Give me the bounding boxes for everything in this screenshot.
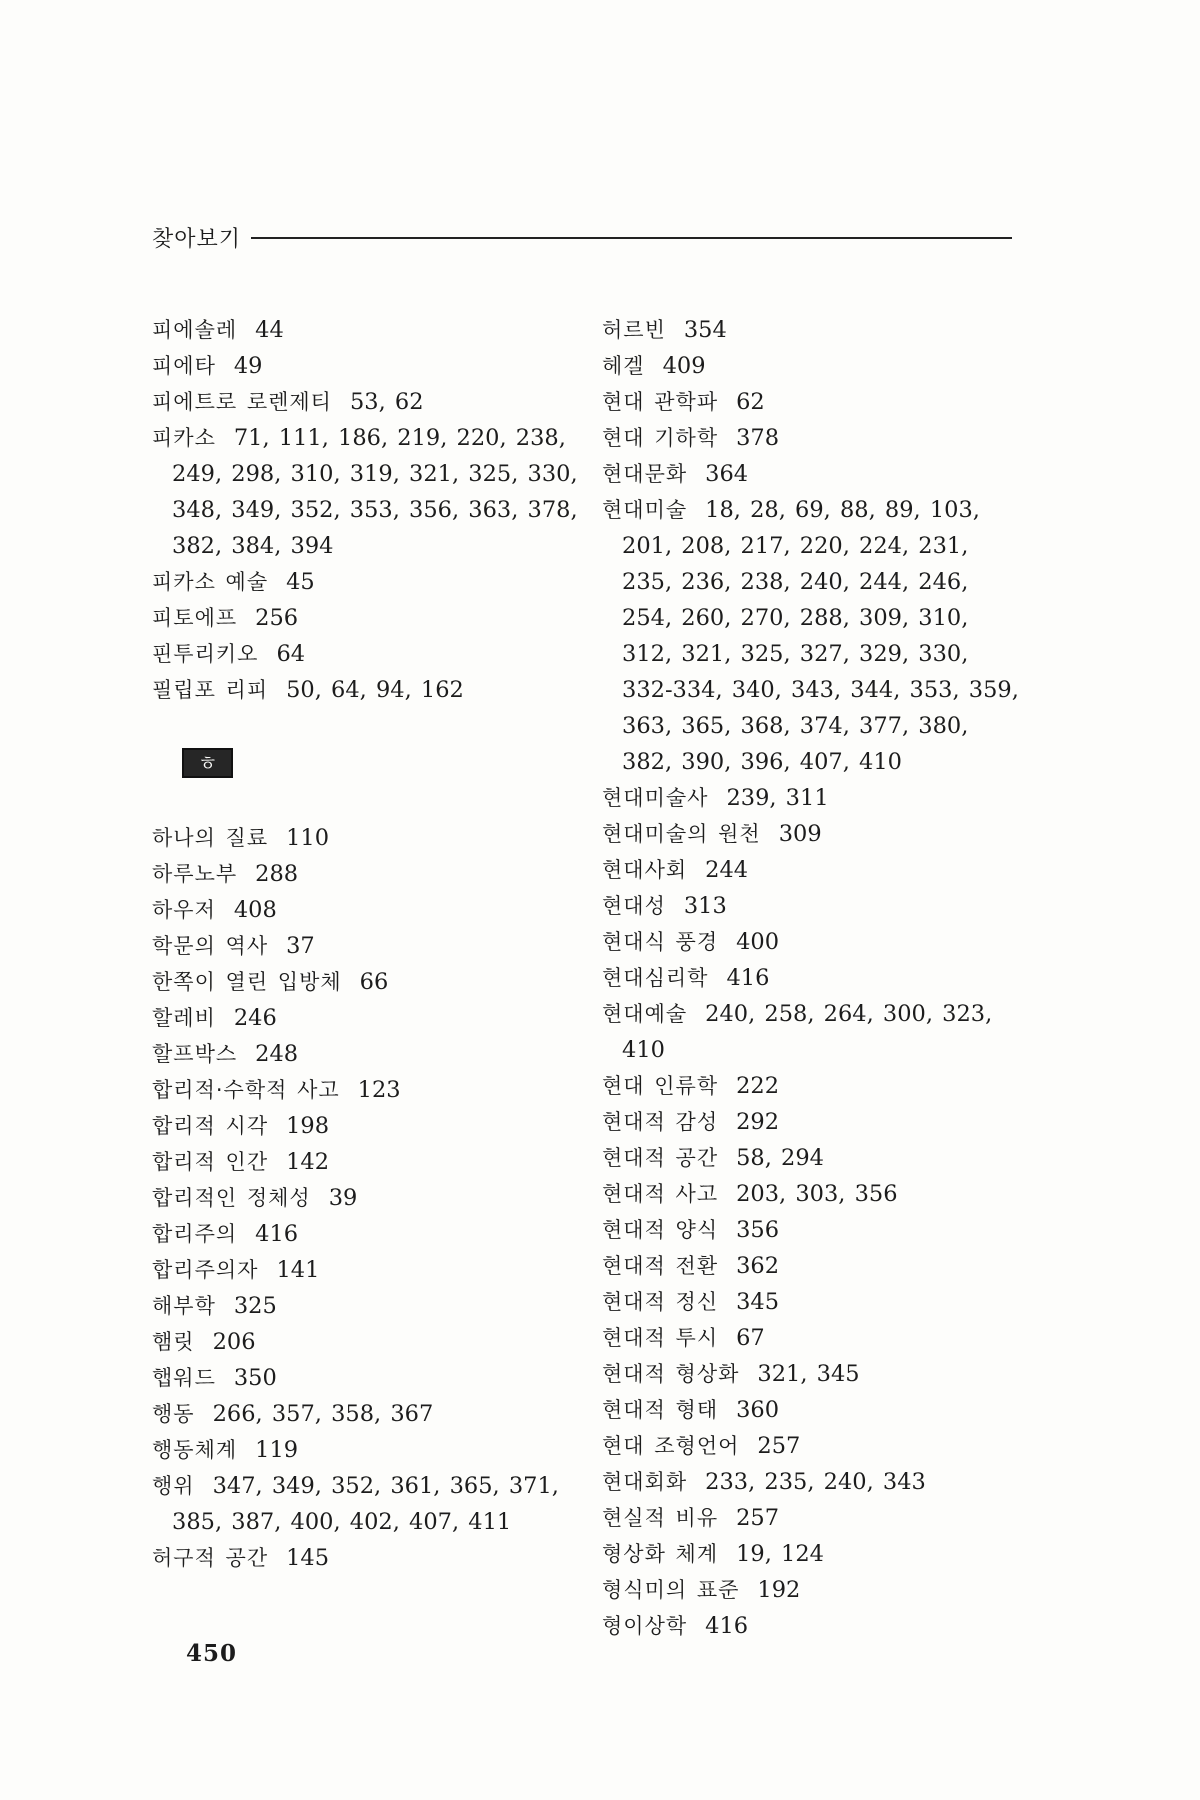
index-pages: 400 — [736, 929, 780, 955]
index-term: 햄릿 — [152, 1330, 195, 1354]
index-entry — [602, 888, 1022, 924]
index-pages: 292 — [736, 1109, 780, 1135]
running-header — [152, 222, 1012, 253]
index-pages: 409 — [662, 353, 706, 379]
index-entry — [602, 1176, 1022, 1212]
index-term: 형식미의 표준 — [602, 1578, 740, 1602]
index-pages: 110 — [286, 825, 330, 851]
index-term: 현대미술의 원천 — [602, 822, 761, 846]
index-entry — [152, 964, 582, 1000]
index-pages: 58, 294 — [736, 1145, 824, 1171]
index-pages: 246 — [233, 1005, 277, 1031]
index-entry — [602, 1320, 1022, 1356]
index-term: 현대적 투시 — [602, 1326, 719, 1350]
index-entry — [152, 1324, 582, 1360]
index-term: 하나의 질료 — [152, 826, 269, 850]
index-term: 허르빈 — [602, 318, 666, 342]
index-term: 피카소 예술 — [152, 570, 269, 594]
index-pages: 45 — [286, 569, 315, 595]
index-term: 합리주의 — [152, 1222, 238, 1246]
index-column-right — [602, 312, 1022, 1644]
index-entry — [602, 1572, 1022, 1608]
index-term: 현실적 비유 — [602, 1506, 719, 1530]
index-term: 현대적 형상화 — [602, 1362, 740, 1386]
index-pages: 350 — [233, 1365, 277, 1391]
index-entry — [602, 1284, 1022, 1320]
index-group-right — [602, 312, 1022, 1644]
index-term: 현대문화 — [602, 462, 688, 486]
index-entry — [152, 1432, 582, 1468]
index-pages: 257 — [736, 1505, 780, 1531]
index-entry — [152, 312, 582, 348]
index-entry — [152, 1396, 582, 1432]
index-pages: 313 — [683, 893, 727, 919]
page-number: 450 — [186, 1640, 238, 1667]
index-entry — [602, 852, 1022, 888]
index-entry — [152, 1252, 582, 1288]
index-entry — [602, 420, 1022, 456]
section-spacer — [152, 708, 582, 744]
index-pages: 408 — [233, 897, 277, 923]
index-entry — [602, 1356, 1022, 1392]
index-entry — [152, 1288, 582, 1324]
index-entry — [152, 384, 582, 420]
index-term: 할프박스 — [152, 1042, 238, 1066]
index-entry — [152, 348, 582, 384]
index-entry — [602, 1212, 1022, 1248]
index-pages: 64 — [276, 641, 306, 667]
index-term: 현대미술 — [602, 498, 688, 522]
index-entry — [602, 384, 1022, 420]
index-group-hieut — [152, 820, 582, 1576]
index-term: 현대적 형태 — [602, 1398, 719, 1422]
index-term: 피카소 — [152, 426, 216, 450]
index-pages: 49 — [233, 353, 263, 379]
index-term: 현대 조형언어 — [602, 1434, 740, 1458]
section-heading — [152, 744, 582, 784]
index-pages: 325 — [233, 1293, 277, 1319]
index-pages: 244 — [705, 857, 749, 883]
index-entry — [152, 856, 582, 892]
index-term: 할레비 — [152, 1006, 216, 1030]
index-pages: 18, 28, 69, 88, 89, 103, 201, 208, 217, 220, 224, 231, 235, 236, 238, 240, 244, 246, 254, 260, 270, 288, 309, 310, 312, 321, 325, 327, 329, 330, 332-334, 340, 343, 344, 353, 359, 363, 365, 368, 374, 377, 380, 382, 390, 396, 407, 410 — [622, 497, 1019, 775]
index-term: 헤겔 — [602, 354, 645, 378]
index-entry — [602, 816, 1022, 852]
index-entry — [152, 892, 582, 928]
index-term: 현대미술사 — [602, 786, 709, 810]
index-entry — [152, 1144, 582, 1180]
index-pages: 66 — [359, 969, 389, 995]
index-entry — [152, 1000, 582, 1036]
index-pages: 145 — [286, 1545, 330, 1571]
index-pages: 123 — [357, 1077, 401, 1103]
index-pages: 378 — [736, 425, 780, 451]
index-pages: 248 — [255, 1041, 299, 1067]
index-entry — [602, 348, 1022, 384]
index-term: 현대 기하학 — [602, 426, 719, 450]
index-term: 형이상학 — [602, 1614, 688, 1638]
index-entry — [602, 492, 1022, 780]
index-pages: 256 — [255, 605, 299, 631]
index-entry — [152, 1108, 582, 1144]
index-entry — [152, 1540, 582, 1576]
index-entry — [152, 564, 582, 600]
index-term: 해부학 — [152, 1294, 216, 1318]
index-entry — [602, 780, 1022, 816]
index-entry — [602, 1464, 1022, 1500]
index-pages: 50, 64, 94, 162 — [286, 677, 464, 703]
index-entry — [152, 1036, 582, 1072]
index-group-pi — [152, 312, 582, 708]
index-pages: 198 — [286, 1113, 330, 1139]
index-term: 현대적 정신 — [602, 1290, 719, 1314]
index-term: 현대적 감성 — [602, 1110, 719, 1134]
index-term: 하우저 — [152, 898, 216, 922]
index-entry — [602, 312, 1022, 348]
index-pages: 364 — [705, 461, 749, 487]
index-pages: 37 — [286, 933, 315, 959]
index-pages: 222 — [736, 1073, 780, 1099]
index-entry — [152, 1360, 582, 1396]
index-pages: 62 — [736, 389, 765, 415]
index-term: 현대사회 — [602, 858, 688, 882]
index-entry — [602, 1392, 1022, 1428]
index-term: 행동 — [152, 1402, 195, 1426]
index-pages: 239, 311 — [726, 785, 829, 811]
index-term: 현대적 사고 — [602, 1182, 719, 1206]
index-pages: 39 — [328, 1185, 358, 1211]
index-pages: 362 — [736, 1253, 780, 1279]
index-pages: 71, 111, 186, 219, 220, 238, 249, 298, 310, 319, 321, 325, 330, 348, 349, 352, 353, 356, 363, 378, 382, 384, 394 — [172, 425, 578, 559]
index-pages: 347, 349, 352, 361, 365, 371, 385, 387, 400, 402, 407, 411 — [172, 1473, 559, 1535]
index-term: 현대회화 — [602, 1470, 688, 1494]
index-term: 현대 관학파 — [602, 390, 719, 414]
index-term: 합리적인 정체성 — [152, 1186, 311, 1210]
index-pages: 119 — [255, 1437, 299, 1463]
index-entry — [152, 672, 582, 708]
index-entry — [152, 420, 582, 564]
index-entry — [602, 1248, 1022, 1284]
index-entry — [152, 1216, 582, 1252]
index-entry — [602, 1104, 1022, 1140]
index-pages: 309 — [778, 821, 822, 847]
index-term: 피에솔레 — [152, 318, 238, 342]
index-entry — [152, 820, 582, 856]
index-term: 피에타 — [152, 354, 216, 378]
index-term: 합리주의자 — [152, 1258, 259, 1282]
index-entry — [602, 996, 1022, 1068]
index-term: 합리적 인간 — [152, 1150, 269, 1174]
index-entry — [602, 1608, 1022, 1644]
index-pages: 356 — [736, 1217, 780, 1243]
index-pages: 288 — [255, 861, 299, 887]
section-letter-box: ㅎ — [182, 748, 233, 778]
index-term: 학문의 역사 — [152, 934, 269, 958]
index-term: 필립포 리피 — [152, 678, 269, 702]
section-spacer — [152, 784, 582, 820]
index-term: 피에트로 로렌제티 — [152, 390, 332, 414]
index-term: 햅워드 — [152, 1366, 216, 1390]
index-term: 현대적 공간 — [602, 1146, 719, 1170]
index-pages: 345 — [736, 1289, 780, 1315]
index-term: 현대적 전환 — [602, 1254, 719, 1278]
index-pages: 321, 345 — [757, 1361, 860, 1387]
index-entry — [152, 1180, 582, 1216]
index-term: 형상화 체계 — [602, 1542, 719, 1566]
index-entry — [152, 636, 582, 672]
index-pages: 203, 303, 356 — [736, 1181, 898, 1207]
index-pages: 53, 62 — [349, 389, 424, 415]
index-pages: 142 — [286, 1149, 330, 1175]
index-entry — [602, 924, 1022, 960]
index-entry — [602, 960, 1022, 996]
index-entry — [602, 1428, 1022, 1464]
index-term: 허구적 공간 — [152, 1546, 269, 1570]
index-term: 핀투리키오 — [152, 642, 259, 666]
header-rule — [251, 237, 1012, 239]
index-entry — [602, 1068, 1022, 1104]
index-pages: 416 — [705, 1613, 749, 1639]
index-entry — [152, 1468, 582, 1540]
index-entry — [602, 1140, 1022, 1176]
index-term: 행동체계 — [152, 1438, 238, 1462]
index-entry — [152, 1072, 582, 1108]
index-term: 현대적 양식 — [602, 1218, 719, 1242]
index-term: 행위 — [152, 1474, 195, 1498]
index-term: 하루노부 — [152, 862, 238, 886]
index-entry — [602, 1536, 1022, 1572]
index-pages: 354 — [683, 317, 727, 343]
index-pages: 44 — [255, 317, 284, 343]
index-entry — [602, 456, 1022, 492]
index-term: 한쪽이 열린 입방체 — [152, 970, 342, 994]
index-term: 현대예술 — [602, 1002, 688, 1026]
index-term: 현대성 — [602, 894, 666, 918]
index-pages: 257 — [757, 1433, 801, 1459]
index-pages: 416 — [255, 1221, 299, 1247]
index-pages: 266, 357, 358, 367 — [212, 1401, 434, 1427]
index-pages: 233, 235, 240, 343 — [705, 1469, 926, 1495]
index-pages: 206 — [212, 1329, 256, 1355]
index-term: 합리적 시각 — [152, 1114, 269, 1138]
index-pages: 240, 258, 264, 300, 323, 410 — [622, 1001, 993, 1063]
index-column-left — [152, 312, 582, 1576]
index-term: 피토에프 — [152, 606, 238, 630]
index-pages: 19, 124 — [736, 1541, 824, 1567]
index-pages: 67 — [736, 1325, 765, 1351]
index-entry — [152, 600, 582, 636]
index-pages: 360 — [736, 1397, 780, 1423]
index-pages: 416 — [726, 965, 770, 991]
index-term: 현대심리학 — [602, 966, 709, 990]
header-title: 찾아보기 — [152, 227, 242, 252]
index-term: 현대 인류학 — [602, 1074, 719, 1098]
index-entry — [152, 928, 582, 964]
index-term: 합리적·수학적 사고 — [152, 1078, 340, 1102]
index-entry — [602, 1500, 1022, 1536]
index-pages: 141 — [276, 1257, 320, 1283]
index-term: 현대식 풍경 — [602, 930, 719, 954]
index-pages: 192 — [757, 1577, 801, 1603]
